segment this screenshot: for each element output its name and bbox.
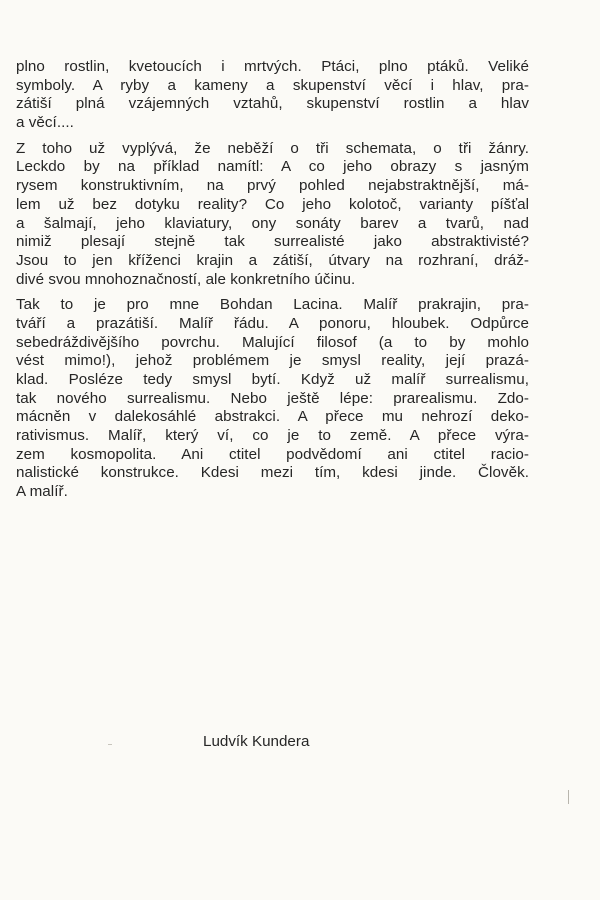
- text-line: rativismus. Malíř, který ví, co je to země. A přece výra-: [16, 427, 529, 445]
- text-line: nalistické konstrukce. Kdesi mezi tím, kdesi jinde. Člověk.: [16, 464, 529, 482]
- text-line: divé svou mnohoznačností, ale konkretního účinu.: [16, 270, 356, 288]
- text-line: mácněn v dalekosáhlé abstrakci. A přece mu nehrozí deko-: [16, 408, 529, 426]
- text-line: tváří a prazátiší. Malíř řádu. A ponoru, hloubek. Odpůrce: [16, 314, 529, 332]
- text-line: symboly. A ryby a kameny a skupenství věcí i hlav, pra-: [16, 76, 529, 94]
- text-line: a šalmají, jeho klaviatury, ony sonáty barev a tvarů, nad: [16, 214, 529, 232]
- text-line: sebedráždivějšího povrchu. Malující filosof (a to by mohlo: [16, 333, 529, 351]
- author-signature: Ludvík Kundera: [203, 733, 310, 750]
- paragraph-1: [16, 58, 529, 133]
- text-line: nimiž plesají stejně tak surrealisté jako abstraktivisté?: [16, 233, 529, 251]
- text-line: vést mimo!), jehož problémem je smysl reality, její prazá-: [16, 352, 529, 370]
- text-line: a věcí....: [16, 114, 74, 132]
- text-line: klad. Posléze tedy smysl bytí. Když už malíř surrealismu,: [16, 371, 529, 388]
- body-text: [16, 58, 529, 509]
- text-line: Z toho už vyplývá, že neběží o tři schemata, o tři žánry.: [16, 139, 529, 157]
- print-speck: [108, 744, 112, 745]
- text-line: A malíř.: [16, 483, 68, 501]
- text-line: Jsou to jen kříženci krajin a zátiší, útvary na rozhraní, dráž-: [16, 251, 529, 269]
- text-line: Leckdo by na příklad namítl: A co jeho obrazy s jasným: [16, 158, 529, 176]
- text-line: Tak to je pro mne Bohdan Lacina. Malíř prakrajin, pra-: [16, 296, 529, 314]
- text-line: zem kosmopolita. Ani ctitel podvědomí ani ctitel racio-: [16, 445, 529, 463]
- text-line: zátiší plná vzájemných vztahů, skupenství rostlin a hlav: [16, 95, 529, 113]
- text-line: lem už bez dotyku reality? Co jeho kolotoč, varianty píšťal: [16, 195, 529, 213]
- text-line: plno rostlin, kvetoucích i mrtvých. Ptáci, plno ptáků. Veliké: [16, 58, 529, 75]
- margin-mark: [568, 790, 569, 804]
- text-line: tak nového surrealismu. Nebo ještě lépe: prarealismu. Zdo-: [16, 389, 529, 407]
- text-line: rysem konstruktivním, na prvý pohled nejabstraktnější, má-: [16, 177, 529, 195]
- paragraph-2: [16, 140, 529, 290]
- paragraph-3: [16, 296, 529, 502]
